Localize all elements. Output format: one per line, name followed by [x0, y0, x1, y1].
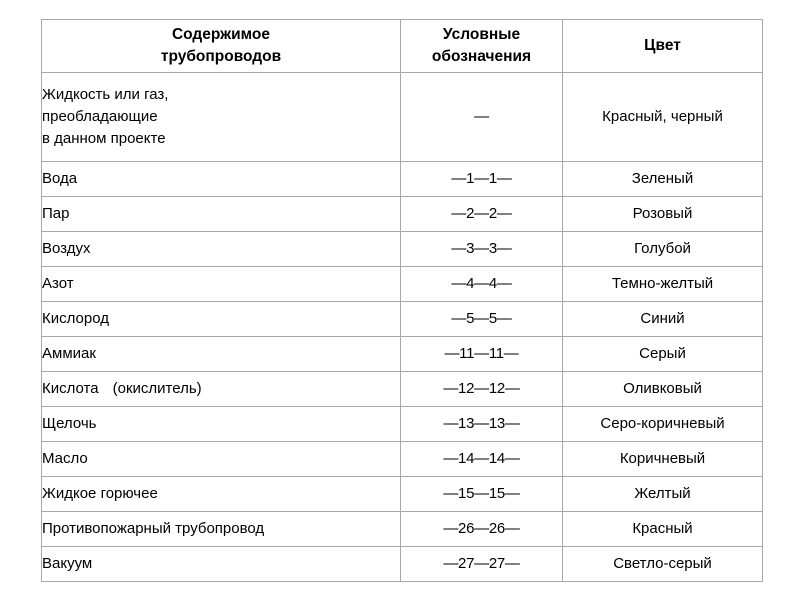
column-header-content	[42, 20, 401, 73]
table-row	[42, 302, 763, 337]
cell-content: Аммиак	[42, 337, 401, 372]
table-body	[42, 73, 763, 582]
cell-color: Коричневый	[563, 442, 763, 477]
cell-content-line-2: преобладающие	[42, 108, 158, 126]
cell-content: Вакуум	[42, 547, 401, 582]
cell-content: Масло	[42, 442, 401, 477]
pipeline-designation-table	[41, 19, 763, 582]
cell-color: Синий	[563, 302, 763, 337]
header-row	[42, 20, 763, 73]
table-header	[42, 20, 763, 73]
cell-content: Воздух	[42, 232, 401, 267]
cell-symbol: —2—2—	[401, 197, 563, 232]
cell-content: Жидкое горючее	[42, 477, 401, 512]
table-row	[42, 407, 763, 442]
cell-symbol: —26—26—	[401, 512, 563, 547]
cell-color: Светло-серый	[563, 547, 763, 582]
cell-symbol: —13—13—	[401, 407, 563, 442]
table-row	[42, 442, 763, 477]
column-header-color	[563, 20, 763, 73]
cell-symbol: —15—15—	[401, 477, 563, 512]
cell-content: Азот	[42, 267, 401, 302]
cell-color: Розовый	[563, 197, 763, 232]
cell-symbol: —1—1—	[401, 162, 563, 197]
table-row	[42, 162, 763, 197]
cell-color: Красный	[563, 512, 763, 547]
table-row	[42, 232, 763, 267]
table-row	[42, 372, 763, 407]
table-row	[42, 197, 763, 232]
column-header-color-line-1: Цвет	[644, 36, 681, 54]
cell-content-qualifier: (окислитель)	[112, 380, 202, 398]
cell-color: Зеленый	[563, 162, 763, 197]
cell-content: Вода	[42, 162, 401, 197]
table-row	[42, 512, 763, 547]
cell-color: Голубой	[563, 232, 763, 267]
cell-content: Противопожарный трубопровод	[42, 512, 401, 547]
cell-symbol: —5—5—	[401, 302, 563, 337]
column-header-symbol-line-1: Условные	[442, 25, 521, 43]
table-row	[42, 337, 763, 372]
table-row	[42, 73, 763, 162]
cell-content: Щелочь	[42, 407, 401, 442]
cell-symbol: —14—14—	[401, 442, 563, 477]
table-row	[42, 477, 763, 512]
cell-content: Кислород	[42, 302, 401, 337]
cell-content-line-3: в данном проекте	[42, 129, 166, 147]
cell-content-line-1: Жидкость или газ,	[42, 86, 169, 104]
cell-color: Темно-желтый	[563, 267, 763, 302]
cell-symbol: —27—27—	[401, 547, 563, 582]
cell-symbol: —3—3—	[401, 232, 563, 267]
column-header-symbol	[401, 20, 563, 73]
column-header-symbol-line-2: обозначения	[431, 47, 532, 65]
cell-color: Серо-коричневый	[563, 407, 763, 442]
cell-color: Желтый	[563, 477, 763, 512]
cell-color: Оливковый	[563, 372, 763, 407]
cell-symbol: —12—12—	[401, 372, 563, 407]
cell-color: Красный, черный	[563, 73, 763, 162]
table-row	[42, 547, 763, 582]
cell-color: Серый	[563, 337, 763, 372]
cell-symbol: —4—4—	[401, 267, 563, 302]
cell-content	[42, 372, 401, 407]
table-row	[42, 267, 763, 302]
cell-content-main: Кислота	[42, 380, 99, 398]
cell-content	[42, 73, 401, 162]
column-header-content-line-2: трубопроводов	[160, 47, 282, 65]
cell-symbol: —	[401, 73, 563, 162]
cell-symbol: —11—11—	[401, 337, 563, 372]
cell-content: Пар	[42, 197, 401, 232]
column-header-content-line-1: Содержимое	[171, 25, 271, 43]
